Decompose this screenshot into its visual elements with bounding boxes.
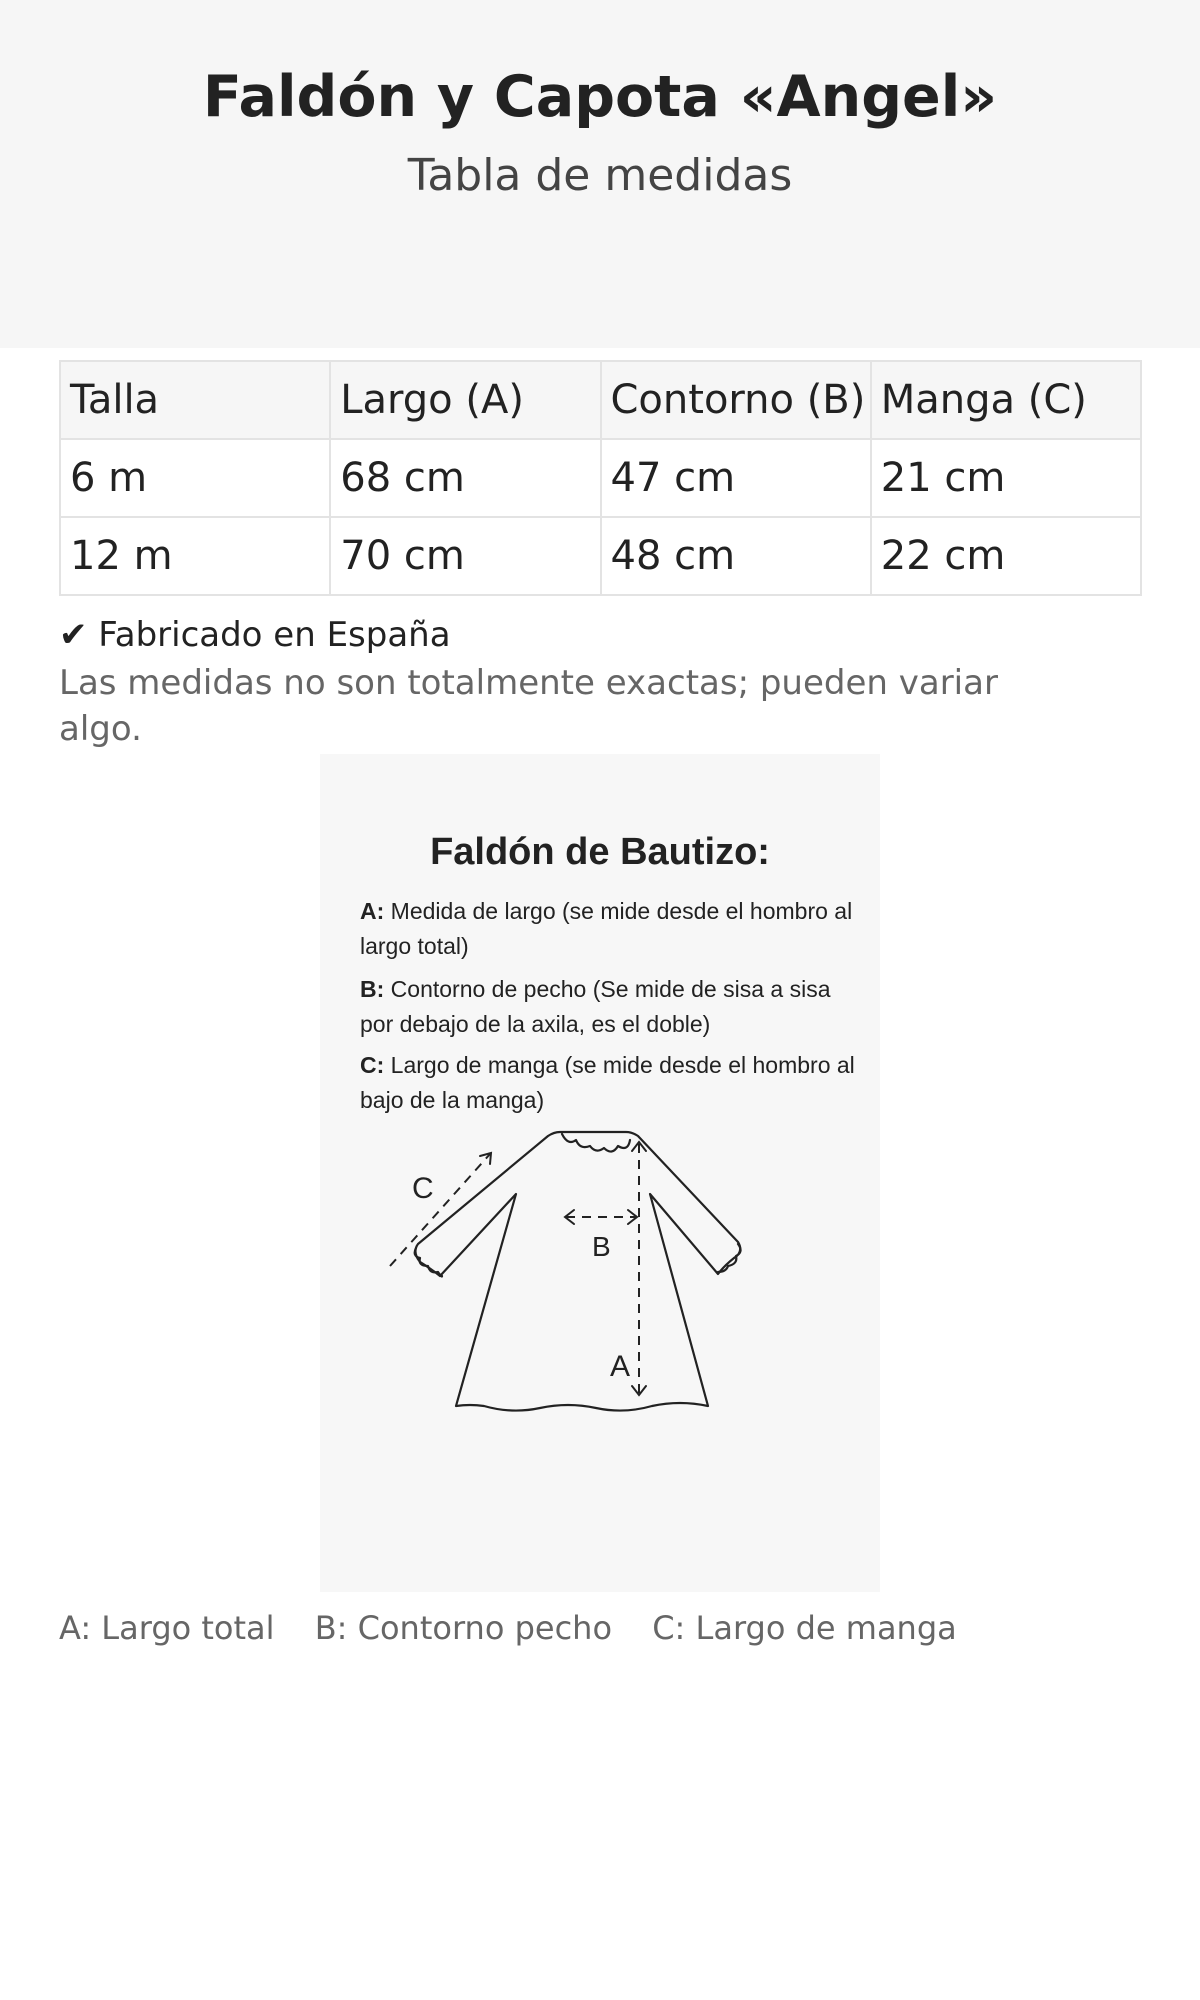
measurement-disclaimer: Las medidas no son totalmente exactas; pueden variar algo.	[59, 663, 998, 749]
table-row	[60, 439, 1141, 517]
page-subtitle: Tabla de medidas	[407, 150, 793, 201]
measurement-diagram	[320, 754, 880, 1592]
label-b: B	[592, 1231, 611, 1262]
page-header	[0, 0, 1200, 348]
size-table	[59, 360, 1142, 596]
cell-largo: 68 cm	[330, 439, 600, 517]
diagram-item-b	[360, 972, 860, 1042]
dress-outline	[415, 1132, 740, 1411]
diagram-item-text: Largo de manga (se mide desde el hombro al bajo de la manga)	[360, 1052, 855, 1113]
column-header-talla: Talla	[60, 361, 330, 439]
diagram-item-key: B:	[360, 976, 385, 1002]
column-header-contorno: Contorno (B)	[601, 361, 871, 439]
cell-manga: 21 cm	[871, 439, 1141, 517]
cell-manga: 22 cm	[871, 517, 1141, 595]
made-in-spain-note: ✔ Fabricado en España	[59, 615, 451, 655]
diagram-title: Faldón de Bautizo:	[430, 831, 770, 873]
table-row	[60, 517, 1141, 595]
diagram-item-c	[360, 1048, 860, 1118]
legend-a: A: Largo total	[59, 1609, 275, 1647]
table-header-row	[60, 361, 1141, 439]
column-header-largo: Largo (A)	[330, 361, 600, 439]
diagram-item-text: Medida de largo (se mide desde el hombro al largo total)	[360, 898, 853, 959]
measurement-legend	[59, 1606, 987, 1650]
diagram-item-a	[360, 894, 860, 964]
cell-largo: 70 cm	[330, 517, 600, 595]
cell-contorno: 47 cm	[601, 439, 871, 517]
dress-illustration	[380, 1124, 800, 1444]
diagram-item-key: A:	[360, 898, 385, 924]
legend-b: B: Contorno pecho	[314, 1609, 613, 1647]
cell-talla: 12 m	[60, 517, 330, 595]
left-cuff-ruffle	[415, 1248, 442, 1277]
column-header-manga: Manga (C)	[871, 361, 1141, 439]
label-c: C	[412, 1172, 434, 1205]
diagram-item-text: Contorno de pecho (Se mide de sisa a sisa por debajo de la axila, es el doble)	[360, 976, 831, 1037]
legend-c: C: Largo de manga	[652, 1609, 957, 1647]
page-title: Faldón y Capota «Angel»	[202, 64, 998, 130]
collar-ruffle	[562, 1134, 630, 1152]
right-cuff-ruffle	[718, 1244, 741, 1272]
diagram-item-key: C:	[360, 1052, 385, 1078]
cell-talla: 6 m	[60, 439, 330, 517]
measure-line-c	[390, 1154, 490, 1266]
label-a: A	[610, 1350, 631, 1383]
cell-contorno: 48 cm	[601, 517, 871, 595]
